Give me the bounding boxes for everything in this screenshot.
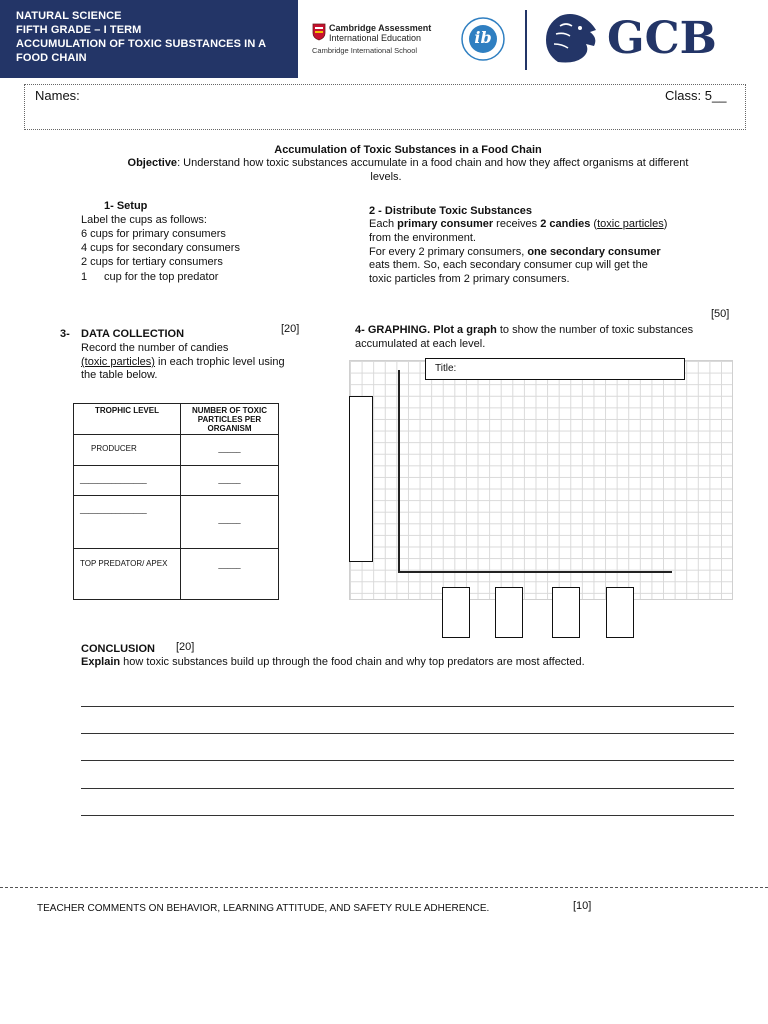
graphing-heading [355,323,693,337]
data-collection-line-1: Record the number of candies [81,342,229,354]
x-label-box-3[interactable] [552,587,580,638]
table-cell-level: PRODUCER [74,435,181,466]
graphing-heading-bold: 4- GRAPHING. Plot a graph [355,324,497,336]
table-cell-value: _____ [181,549,279,600]
answer-line[interactable] [81,815,734,816]
dashed-divider [0,887,768,888]
graph-title-label: Title: [435,363,457,374]
distribute-line-2: from the environment. [369,232,476,244]
table-row [74,466,279,496]
data-collection-l2a: (toxic particles) [81,356,155,368]
distribute-line-4: eats them. So, each secondary consumer cup will get the [369,259,648,271]
setup-line-4: 2 cups for tertiary consumers [81,256,223,268]
graph-title-box[interactable] [425,358,685,380]
graphing-line-2: accumulated at each level. [355,338,486,350]
setup-line-3: 4 cups for secondary consumers [81,242,240,254]
setup-line-1: Label the cups as follows: [81,214,207,226]
table-row [74,496,279,549]
ib-logo [461,17,505,61]
points-50: [50] [711,308,730,320]
page-title: Accumulation of Toxic Substances in a Food Chain [274,144,542,156]
table-row [74,435,279,466]
data-collection-heading: DATA COLLECTION [81,328,185,340]
data-collection-line-2 [81,355,285,369]
distribute-l3a: For every 2 primary consumers, [369,246,528,258]
names-label: Names: [35,88,80,103]
setup-line-5-number: 1 [81,271,88,283]
table-cell-level: _______________ [74,466,181,496]
conclusion-heading: CONCLUSION [81,643,155,655]
cambridge-logo [312,21,432,61]
data-collection-number: 3- [60,328,70,340]
graphing-heading-rest: to show the number of toxic substances [496,324,694,336]
gcb-logo-text: GCB [607,13,717,64]
x-label-box-2[interactable] [495,587,523,638]
names-box [24,84,746,130]
conclusion-explain [81,655,585,669]
distribute-l1f: toxic particles [597,218,664,230]
header-line-4: FOOD CHAIN [16,52,87,64]
lion-icon [540,10,604,68]
conclusion-explain-rest: how toxic substances build up through the food chain and why top predators are most affected. [120,656,585,668]
header-line-2: FIFTH GRADE – I TERM [16,24,142,36]
conclusion-explain-bold: Explain [81,656,121,668]
table-header-level: TROPHIC LEVEL [74,404,181,435]
cambridge-shield-icon [312,23,326,41]
objective-label: Objective [127,157,178,169]
header-title-box [0,0,298,78]
table-cell-level: _______________ [74,496,181,549]
answer-line[interactable] [81,760,734,761]
teacher-comments-label: TEACHER COMMENTS ON BEHAVIOR, LEARNING ATTITUDE, AND SAFETY RULE ADHERENCE. [37,903,490,914]
x-label-box-4[interactable] [606,587,634,638]
setup-heading: 1- Setup [104,200,148,212]
distribute-l1e: ( [590,218,598,230]
answer-line[interactable] [81,706,734,707]
cambridge-line-1: Cambridge Assessment [329,23,432,33]
trophic-table [73,403,279,600]
answer-line[interactable] [81,788,734,789]
distribute-line-5: toxic particles from 2 primary consumers. [369,273,570,285]
table-row [74,549,279,600]
setup-line-2: 6 cups for primary consumers [81,228,226,240]
table-cell-value: _____ [181,466,279,496]
distribute-line-3 [369,245,661,259]
distribute-heading: 2 - Distribute Toxic Substances [369,205,533,217]
teacher-comments-points: [10] [573,900,592,912]
distribute-line-1 [369,217,667,231]
data-collection-points: [20] [281,323,300,335]
table-cell-level: TOP PREDATOR/ APEX [74,549,181,600]
table-cell-value: _____ [181,435,279,466]
conclusion-points: [20] [176,641,195,653]
graph-grid [349,360,733,600]
distribute-l1g: ) [663,218,668,230]
class-label: Class: 5__ [665,88,727,103]
answer-line[interactable] [81,733,734,734]
objective-line-1 [60,156,756,170]
table-header-count: NUMBER OF TOXIC PARTICLES PER ORGANISM [181,404,279,435]
y-axis-label-box[interactable] [349,396,373,562]
distribute-l1a: Each [369,218,398,230]
table-cell-value: _____ [181,496,279,549]
table-header-row [74,404,279,435]
cambridge-line-3: Cambridge International School [312,46,418,55]
objective-text: : Understand how toxic substances accumulate in a food chain and how they affect organisms at different [177,157,689,169]
header-line-3: ACCUMULATION OF TOXIC SUBSTANCES IN A [16,38,267,50]
x-axis-line [398,571,672,573]
data-collection-l2b: in each trophic level using [154,356,285,368]
data-collection-line-3: the table below. [81,369,158,381]
x-label-box-1[interactable] [442,587,470,638]
header-line-1: NATURAL SCIENCE [16,10,122,22]
objective-line-2: levels. [370,171,402,183]
cambridge-line-2: International Education [329,33,422,43]
y-axis-line [398,370,400,573]
ib-logo-text: ib [474,28,492,47]
distribute-l1b: primary consumer [397,218,494,230]
distribute-l3b: one secondary consumer [527,246,661,258]
logo-divider [525,10,527,70]
distribute-l1d: 2 candies [540,218,591,230]
setup-line-5: cup for the top predator [104,271,219,283]
distribute-l1c: receives [493,218,541,230]
